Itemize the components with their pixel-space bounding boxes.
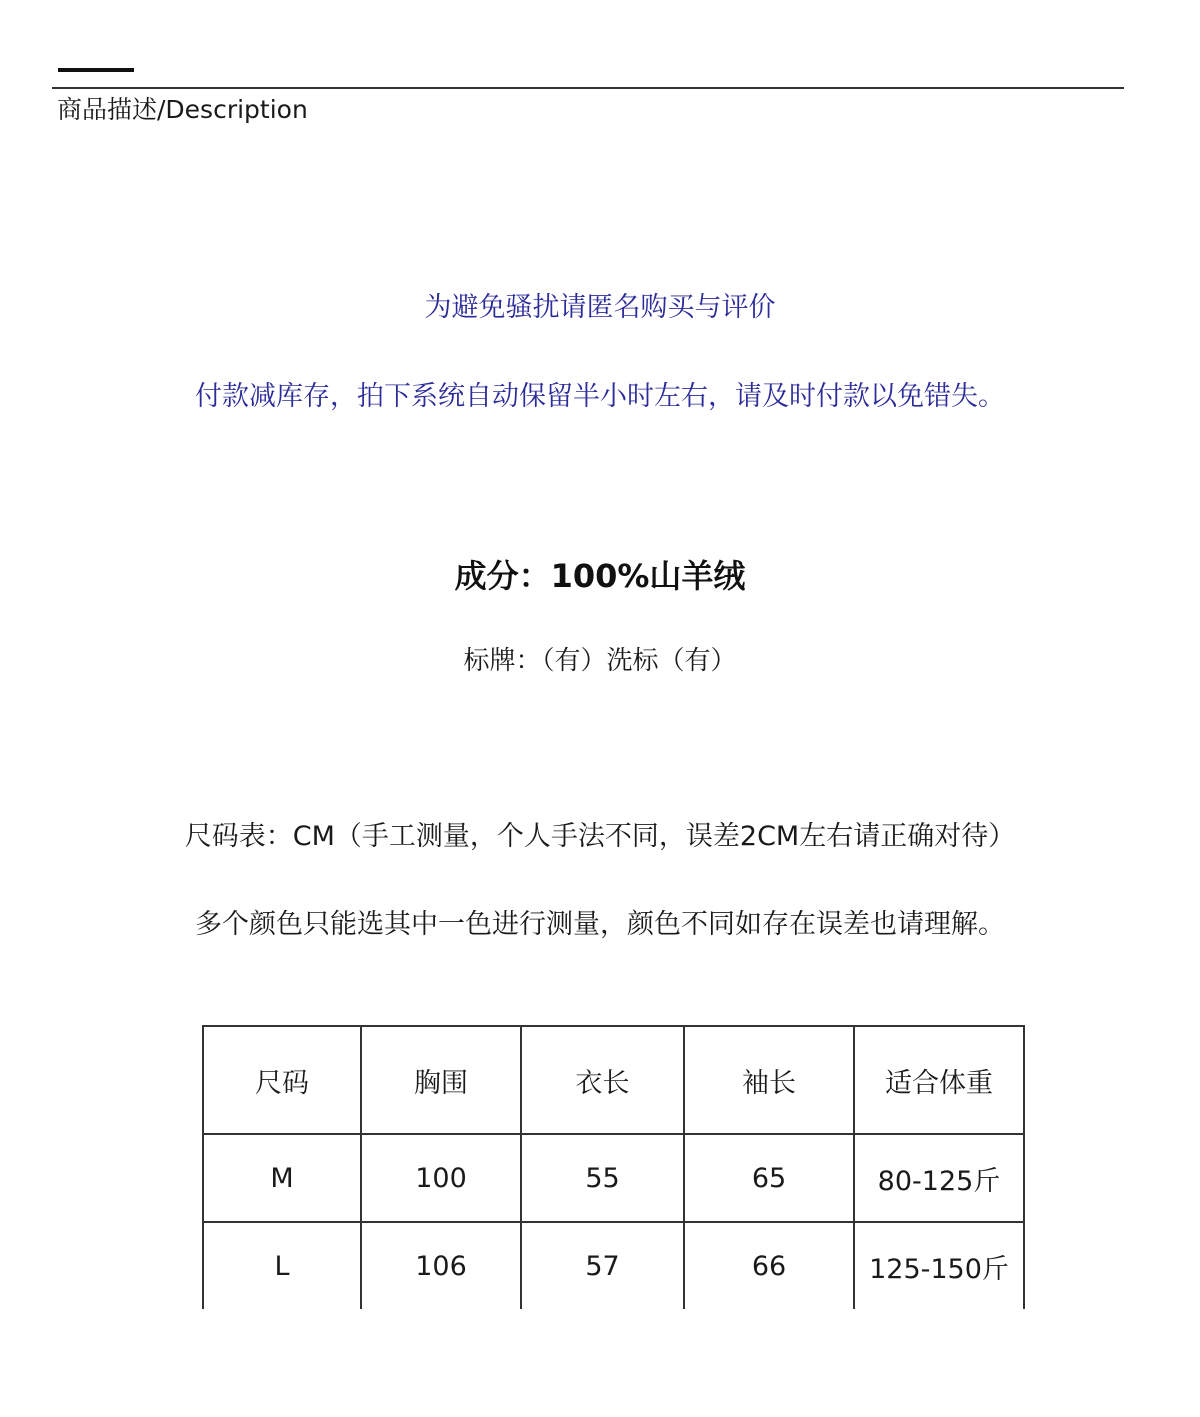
size-table xyxy=(202,1025,1025,1309)
table-cell: 57 xyxy=(521,1222,684,1309)
table-cell: 100 xyxy=(361,1134,521,1222)
table-cell: 80-125斤 xyxy=(854,1134,1024,1222)
header-length: 衣长 xyxy=(521,1026,684,1134)
header-sleeve: 袖长 xyxy=(684,1026,854,1134)
table-cell: M xyxy=(203,1134,361,1222)
table-header-row xyxy=(203,1026,1024,1134)
anonymous-purchase-notice: 为避免骚扰请匿名购买与评价 xyxy=(424,292,776,323)
composition-heading: 成分：100%山羊绒 xyxy=(454,557,746,595)
table-row xyxy=(203,1134,1024,1222)
header-chest: 胸围 xyxy=(361,1026,521,1134)
header-divider xyxy=(52,87,1124,89)
payment-reminder-notice: 付款减库存，拍下系统自动保留半小时左右，请及时付款以免错失。 xyxy=(195,381,1005,412)
table-row xyxy=(203,1222,1024,1309)
table-cell: 65 xyxy=(684,1134,854,1222)
header-accent-bar xyxy=(58,68,134,72)
color-measurement-note: 多个颜色只能选其中一色进行测量，颜色不同如存在误差也请理解。 xyxy=(195,909,1005,940)
table-cell: 125-150斤 xyxy=(854,1222,1024,1309)
header-size: 尺码 xyxy=(203,1026,361,1134)
header-weight: 适合体重 xyxy=(854,1026,1024,1134)
size-chart-note: 尺码表：CM（手工测量，个人手法不同，误差2CM左右请正确对待） xyxy=(184,821,1016,852)
table-cell: 66 xyxy=(684,1222,854,1309)
table-cell: 55 xyxy=(521,1134,684,1222)
section-title: 商品描述/Description xyxy=(57,95,308,124)
table-cell: L xyxy=(203,1222,361,1309)
table-cell: 106 xyxy=(361,1222,521,1309)
label-info: 标牌：（有）洗标（有） xyxy=(463,646,737,676)
